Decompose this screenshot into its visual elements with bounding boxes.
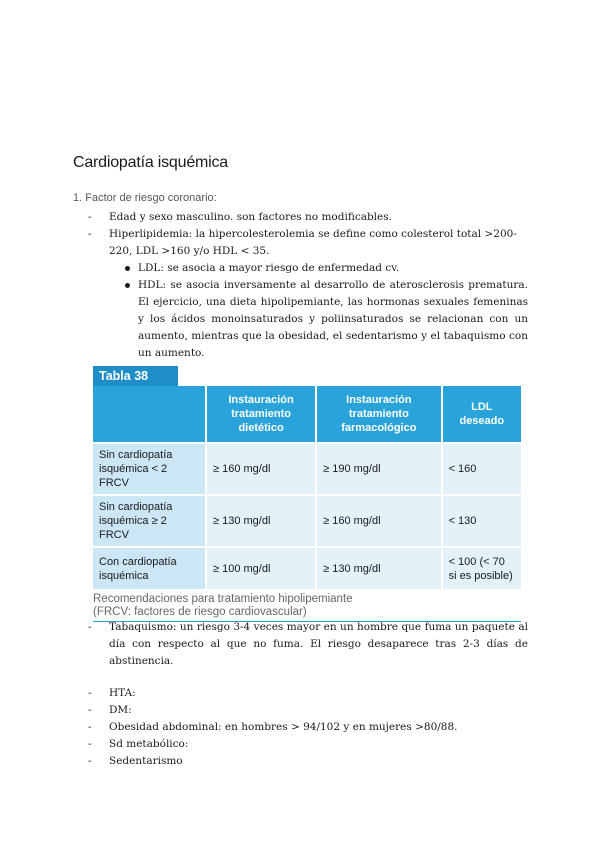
table-cell: ≥ 130 mg/dl <box>316 547 441 589</box>
list-item-text: HTA: <box>109 687 136 699</box>
table-cell: ≥ 100 mg/dl <box>206 547 316 589</box>
table-row <box>93 547 521 589</box>
table-row-header: Con cardiopatía isquémica <box>93 547 206 589</box>
list-item-text: DM: <box>109 704 132 716</box>
list-item-text: Tabaquismo: un riesgo 3-4 veces mayor en un hombre que fuma un paquete al día con respecto al que no fuma. El riesgo desaparece tras 2-3 días de abstinencia. <box>109 621 528 667</box>
table-cell: ≥ 160 mg/dl <box>316 495 441 547</box>
table-caption <box>93 589 521 622</box>
lipid-bullet-list <box>121 260 528 362</box>
list-item <box>88 753 528 770</box>
bullet-text: HDL: se asocia inversamente al desarrollo de aterosclerosis prematura. El ejercicio, una dieta hipolipemiante, las hormonas sexuales femeninas y los ácidos monoinsaturados y poliinsaturados se relacionan con un aumento, mientras que la obesidad, el sedentarismo y el tabaquismo con un aumento. <box>138 279 528 359</box>
dash-marker: - <box>88 704 92 716</box>
ldl-table <box>93 386 521 589</box>
section-heading: 1. Factor de riesgo coronario: <box>73 192 217 204</box>
risk-factor-list <box>88 209 528 362</box>
dash-marker: - <box>88 211 92 223</box>
table-cell: < 130 <box>442 495 521 547</box>
bullet-icon <box>125 283 130 288</box>
table-header: Instauración tratamiento dietético <box>206 386 316 443</box>
table-cell: ≥ 160 mg/dl <box>206 443 316 495</box>
list-item <box>88 719 528 736</box>
table-header-row <box>93 386 521 443</box>
bullet-icon <box>125 266 130 271</box>
table-cell: < 100 (< 70 si es posible) <box>442 547 521 589</box>
table-header: LDL deseado <box>442 386 521 443</box>
table-row <box>93 443 521 495</box>
bullet-item <box>121 277 528 362</box>
table-row-header: Sin cardiopatía isquémica < 2 FRCV <box>93 443 206 495</box>
list-item <box>88 226 528 260</box>
table-tag: Tabla 38 <box>93 366 178 386</box>
list-item-text: Edad y sexo masculino. son factores no modificables. <box>109 211 392 223</box>
table-header-corner <box>93 386 206 443</box>
other-risk-list <box>88 685 528 770</box>
bullet-item <box>121 260 528 277</box>
table-figure <box>93 365 521 622</box>
caption-line: Recomendaciones para tratamiento hipolipemiante <box>93 593 353 605</box>
table-cell: < 160 <box>442 443 521 495</box>
list-item-text: Sd metabólico: <box>109 738 189 750</box>
list-item <box>88 736 528 753</box>
page-title: Cardiopatía isquémica <box>73 154 228 171</box>
dash-marker: - <box>88 721 92 733</box>
dash-marker: - <box>88 738 92 750</box>
list-item <box>88 209 528 226</box>
tabaquismo-list <box>88 619 528 670</box>
table-cell: ≥ 130 mg/dl <box>206 495 316 547</box>
list-item-text: Hiperlipidemia: la hipercolesterolemia se define como colesterol total >200-220, LDL >160 y/o HDL < 35. <box>109 228 517 257</box>
list-item <box>88 702 528 719</box>
table-header: Instauración tratamiento farmacológico <box>316 386 441 443</box>
caption-line: (FRCV: factores de riesgo cardiovascular) <box>93 606 307 618</box>
dash-marker: - <box>88 228 92 240</box>
bullet-text: LDL: se asocia a mayor riesgo de enfermedad cv. <box>138 262 400 274</box>
dash-marker: - <box>88 687 92 699</box>
list-item-text: Obesidad abdominal: en hombres > 94/102 y en mujeres >80/88. <box>109 721 458 733</box>
table-cell: ≥ 190 mg/dl <box>316 443 441 495</box>
list-item <box>88 619 528 670</box>
dash-marker: - <box>88 621 92 633</box>
list-item <box>88 685 528 702</box>
table-row <box>93 495 521 547</box>
table-row-header: Sin cardiopatía isquémica ≥ 2 FRCV <box>93 495 206 547</box>
list-item-text: Sedentarismo <box>109 755 183 767</box>
dash-marker: - <box>88 755 92 767</box>
